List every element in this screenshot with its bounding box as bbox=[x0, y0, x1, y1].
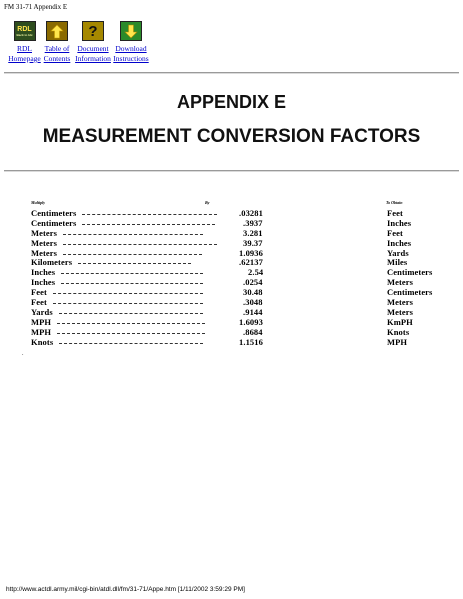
leader-dots bbox=[59, 313, 203, 314]
nav-label-line: Contents bbox=[43, 54, 71, 63]
conversion-factor: 2.54 bbox=[248, 267, 264, 278]
navigation-bar bbox=[8, 21, 149, 64]
conversion-factor: .3937 bbox=[243, 217, 263, 228]
nav-label-line: Homepage bbox=[8, 54, 41, 63]
leader-dots bbox=[57, 323, 205, 324]
arrow-up-icon bbox=[46, 21, 68, 41]
middle-divider bbox=[4, 170, 459, 172]
multiply-unit: Inches bbox=[31, 267, 56, 278]
leader-dots bbox=[78, 263, 191, 264]
by-column-header: By bbox=[205, 200, 210, 205]
question-mark-icon bbox=[82, 21, 104, 41]
to-obtain-unit: Yards bbox=[387, 247, 409, 258]
rdl-homepage-link[interactable] bbox=[8, 21, 41, 64]
nav-label-line: Information bbox=[75, 54, 111, 63]
conversion-factor: .9144 bbox=[243, 306, 263, 317]
conversion-factor: 39.37 bbox=[243, 237, 263, 248]
multiply-unit: MPH bbox=[31, 316, 52, 327]
top-divider bbox=[4, 72, 459, 74]
multiply-unit: Meters bbox=[31, 247, 58, 258]
leader-dots bbox=[53, 303, 203, 304]
nav-label-line: RDL bbox=[17, 44, 32, 53]
multiply-unit: Feet bbox=[31, 297, 47, 308]
download-instructions-label bbox=[113, 44, 148, 64]
multiply-unit: Kilometers bbox=[31, 257, 73, 268]
multiply-unit: Centimeters bbox=[31, 217, 77, 228]
conversion-factor: 1.0936 bbox=[239, 247, 263, 258]
leader-dots bbox=[63, 244, 217, 245]
stray-mark: . bbox=[22, 351, 24, 357]
document-title: FM 31-71 Appendix E bbox=[4, 3, 68, 11]
multiply-unit: Feet bbox=[31, 287, 47, 298]
conversion-factor: .0254 bbox=[243, 277, 263, 288]
multiply-unit: Meters bbox=[31, 227, 58, 238]
nav-label-line: Document bbox=[77, 44, 109, 53]
document-information-label bbox=[75, 44, 111, 64]
page-footer: http://www.actdl.army.mil/cgi-bin/atdl.dll/fm/31-71/Appe.htm [1/11/2002 3:59:29 PM] bbox=[6, 586, 245, 593]
conversion-factor: .3048 bbox=[243, 297, 263, 308]
multiply-unit: Meters bbox=[31, 237, 58, 248]
to-obtain-unit: Inches bbox=[387, 217, 412, 228]
arrow-down-icon bbox=[120, 21, 142, 41]
multiply-unit: MPH bbox=[31, 326, 52, 337]
conversion-factor: .03281 bbox=[239, 208, 263, 218]
leader-dots bbox=[57, 333, 205, 334]
to-obtain-unit: MPH bbox=[387, 336, 408, 347]
multiply-unit: Centimeters bbox=[31, 208, 77, 218]
leader-dots bbox=[63, 254, 202, 255]
conversion-factor: 30.48 bbox=[243, 287, 263, 298]
nav-label-line: Download bbox=[115, 44, 147, 53]
leader-dots bbox=[59, 343, 203, 344]
rdl-logo-icon bbox=[14, 21, 36, 41]
page-title: MEASUREMENT CONVERSION FACTORS bbox=[42, 126, 421, 147]
leader-dots bbox=[61, 283, 203, 284]
leader-dots bbox=[61, 273, 203, 274]
rdl-logo-subtext: Back to Idx bbox=[16, 32, 33, 37]
multiply-column-header: Multiply bbox=[31, 200, 46, 205]
table-of-contents-label bbox=[44, 44, 71, 64]
leader-dots bbox=[82, 224, 215, 225]
arrow-down-glyph bbox=[124, 24, 138, 39]
to-obtain-column-header: To Obtain bbox=[386, 200, 403, 205]
to-obtain-unit: Inches bbox=[387, 237, 412, 248]
conversion-factor: 3.281 bbox=[243, 227, 263, 238]
rdl-homepage-label bbox=[8, 44, 41, 64]
to-obtain-unit: Meters bbox=[387, 277, 414, 288]
leader-dots bbox=[82, 214, 217, 215]
to-obtain-unit: Meters bbox=[387, 297, 414, 308]
table-of-contents-link[interactable] bbox=[41, 21, 73, 64]
rdl-logo-text: RDL bbox=[17, 25, 32, 33]
document-information-link[interactable] bbox=[73, 21, 113, 64]
to-obtain-unit: KmPH bbox=[387, 316, 413, 327]
question-mark-glyph: ? bbox=[88, 22, 98, 40]
leader-dots bbox=[53, 293, 203, 294]
to-obtain-unit: Feet bbox=[387, 208, 403, 218]
to-obtain-unit: Meters bbox=[387, 306, 414, 317]
to-obtain-unit: Centimeters bbox=[387, 267, 433, 278]
conversion-factor: .62137 bbox=[239, 257, 263, 268]
to-obtain-unit: Miles bbox=[387, 257, 408, 268]
conversion-factor: .8684 bbox=[243, 326, 263, 337]
download-instructions-link[interactable] bbox=[113, 21, 149, 64]
multiply-unit: Yards bbox=[31, 306, 53, 317]
appendix-heading: APPENDIX E bbox=[176, 92, 287, 112]
to-obtain-unit: Centimeters bbox=[387, 287, 433, 298]
to-obtain-unit: Feet bbox=[387, 227, 403, 238]
nav-label-line: Table of bbox=[44, 44, 70, 53]
multiply-unit: Knots bbox=[31, 336, 54, 347]
conversion-factor: 1.1516 bbox=[239, 336, 263, 347]
nav-label-line: Instructions bbox=[113, 54, 149, 63]
leader-dots bbox=[63, 234, 203, 235]
multiply-unit: Inches bbox=[31, 277, 56, 288]
to-obtain-unit: Knots bbox=[387, 326, 410, 337]
conversion-factor: 1.6093 bbox=[239, 316, 263, 327]
arrow-up-glyph bbox=[50, 24, 64, 39]
